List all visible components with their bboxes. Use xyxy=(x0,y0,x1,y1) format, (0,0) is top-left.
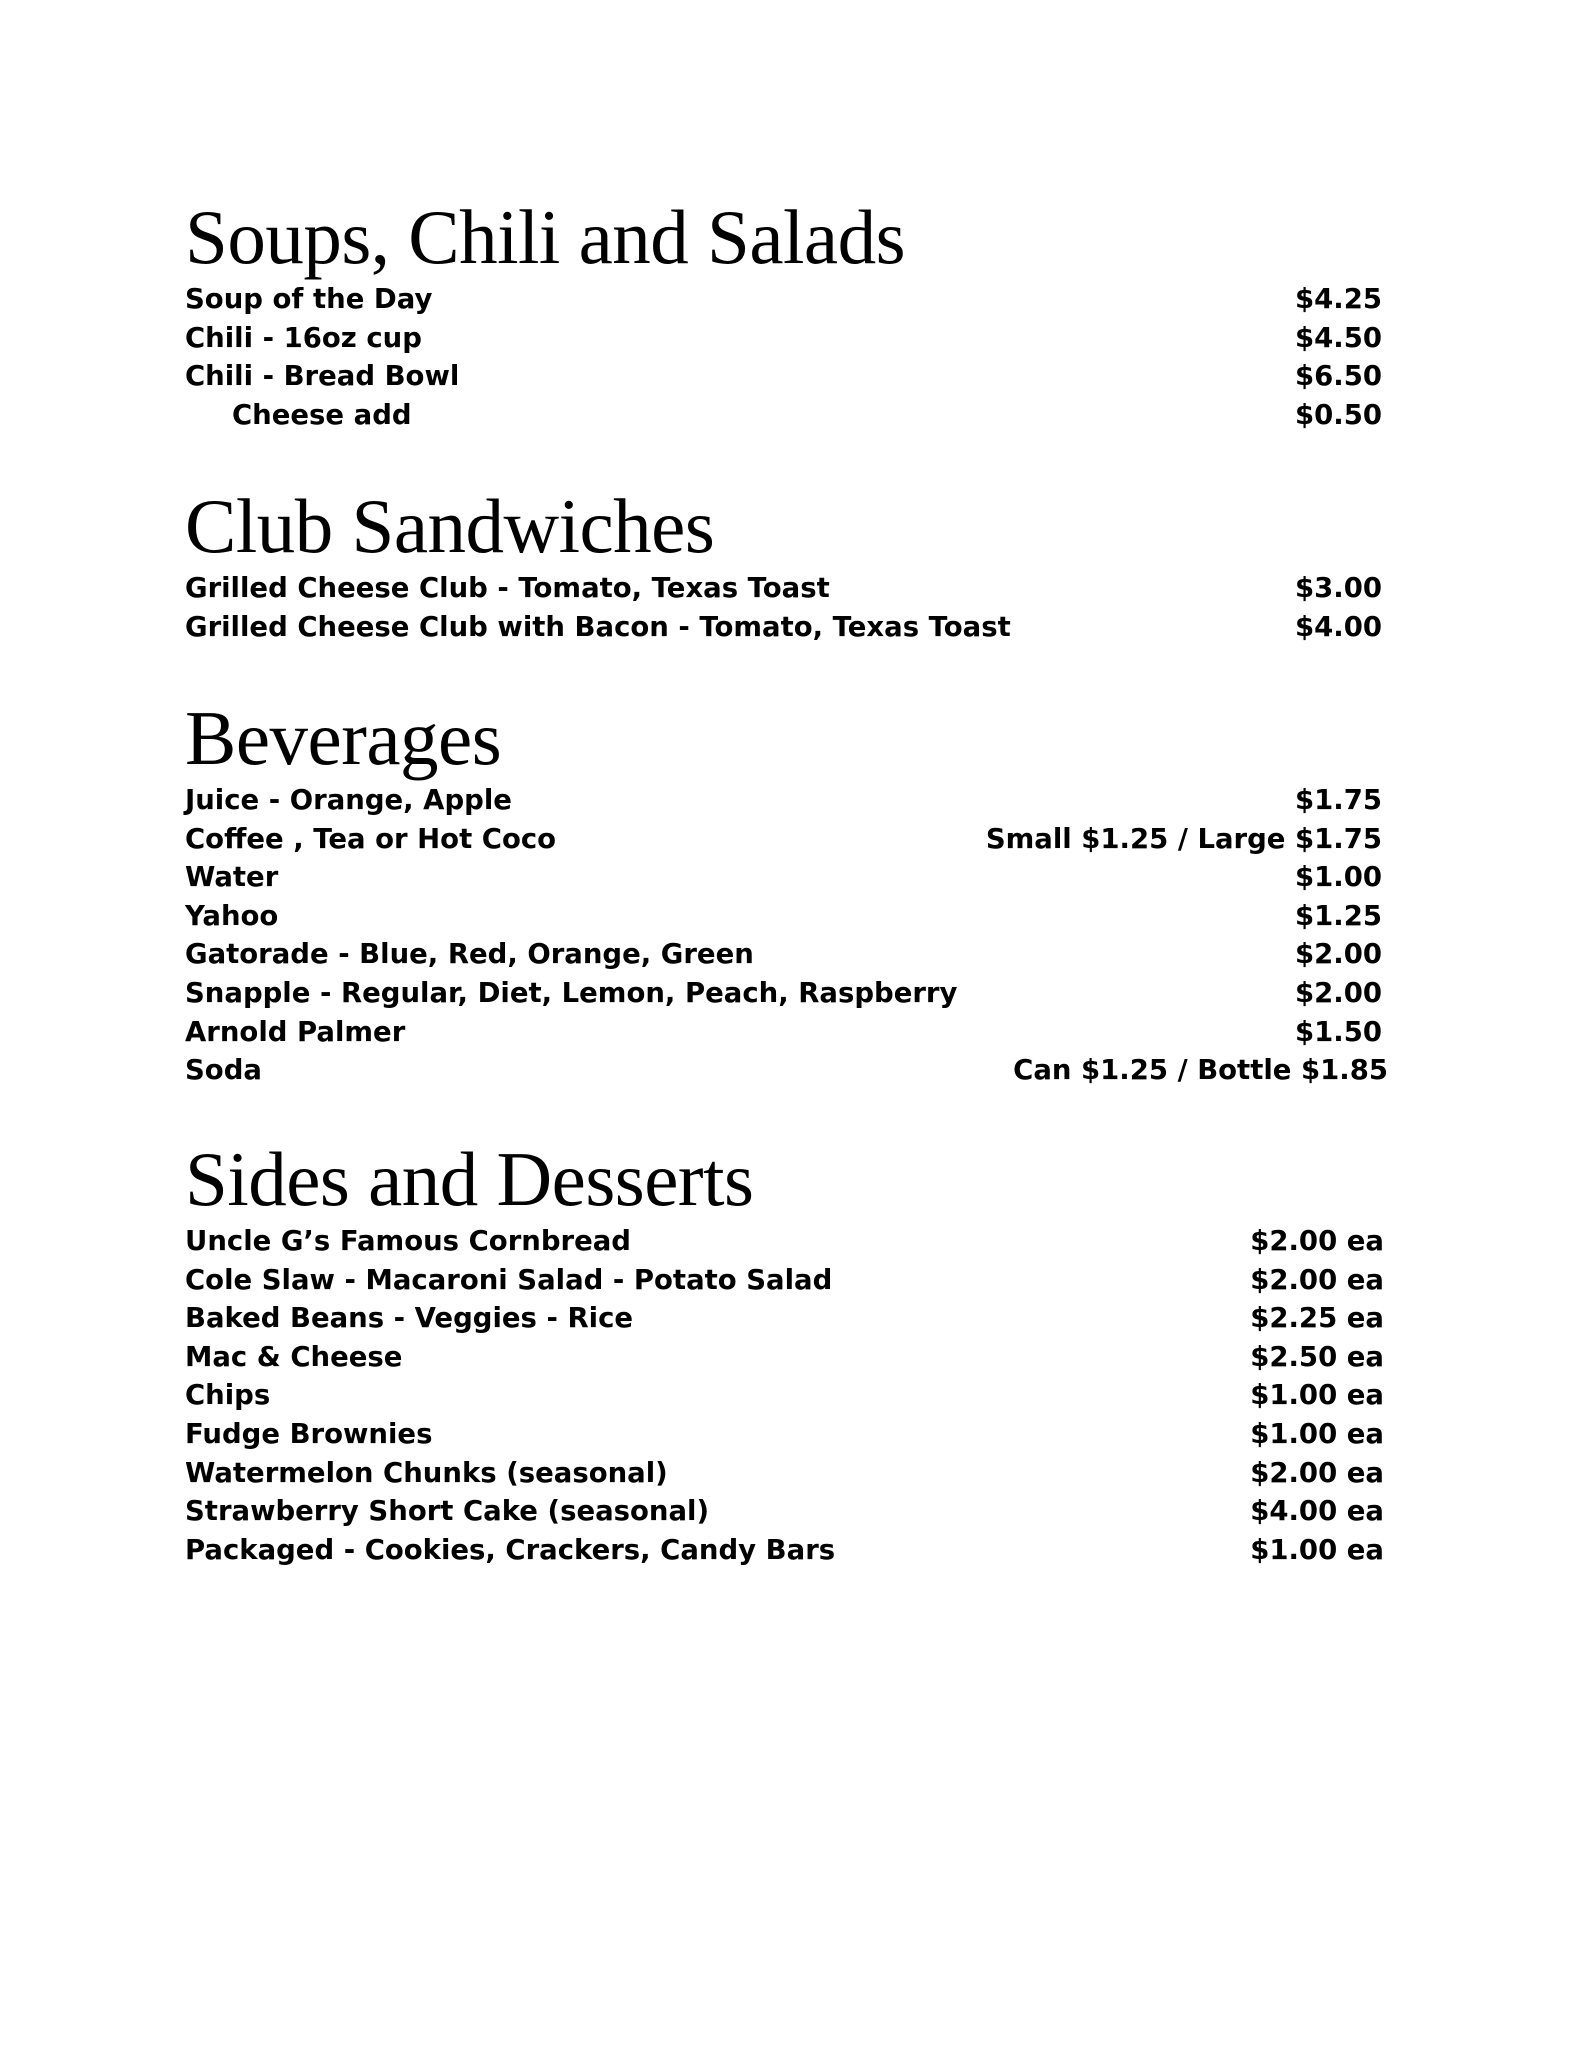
item-name: Coffee , Tea or Hot Coco xyxy=(185,822,557,855)
item-price: $2.25 ea xyxy=(1250,1302,1384,1335)
menu-item xyxy=(185,319,1382,358)
menu-item xyxy=(185,1222,1384,1261)
item-name: Uncle G’s Famous Cornbread xyxy=(185,1225,631,1257)
menu-item xyxy=(185,974,1382,1013)
item-name: Cheese add xyxy=(232,398,412,431)
section-title: Soups, Chili and Salads xyxy=(185,194,906,280)
item-price: $4.00 ea xyxy=(1250,1495,1384,1528)
section-soups-chili-salads xyxy=(185,194,1382,434)
item-name: Chili - 16oz cup xyxy=(185,321,422,354)
item-name: Soda xyxy=(185,1054,262,1087)
item-name: Cole Slaw - Macaroni Salad - Potato Salad xyxy=(185,1263,833,1296)
menu-item xyxy=(185,1299,1384,1338)
item-price: $2.00 ea xyxy=(1250,1456,1384,1489)
menu-item-addon xyxy=(185,396,1382,435)
section-sides-desserts xyxy=(185,1136,1384,1569)
item-price: $4.25 xyxy=(1295,283,1382,315)
item-price: $1.25 xyxy=(1295,899,1382,932)
menu-item xyxy=(185,1338,1384,1377)
menu-item xyxy=(185,1492,1384,1531)
menu-item xyxy=(185,357,1382,396)
item-name: Juice - Orange, Apple xyxy=(185,784,512,816)
item-name: Mac & Cheese xyxy=(185,1340,403,1373)
item-price: $1.50 xyxy=(1295,1015,1382,1048)
menu-item xyxy=(185,280,1382,319)
menu-item xyxy=(185,1051,1388,1090)
item-name: Fudge Brownies xyxy=(185,1417,433,1450)
item-name: Yahoo xyxy=(185,899,279,932)
item-name: Baked Beans - Veggies - Rice xyxy=(185,1302,634,1335)
item-price: $1.00 ea xyxy=(1250,1379,1384,1412)
item-price: Can $1.25 / Bottle $1.85 xyxy=(1013,1054,1388,1087)
menu-item xyxy=(185,1261,1384,1300)
item-name: Packaged - Cookies, Crackers, Candy Bars xyxy=(185,1533,836,1566)
item-price: $2.50 ea xyxy=(1250,1340,1384,1373)
item-name: Arnold Palmer xyxy=(185,1015,406,1048)
menu-item xyxy=(185,781,1382,820)
item-name: Snapple - Regular, Diet, Lemon, Peach, Raspberry xyxy=(185,976,958,1009)
menu-item xyxy=(185,820,1382,859)
section-title: Club Sandwiches xyxy=(185,483,715,569)
item-name: Water xyxy=(185,861,279,894)
item-price: $6.50 xyxy=(1295,360,1382,393)
item-price: Small $1.25 / Large $1.75 xyxy=(985,822,1382,855)
menu-item-list xyxy=(185,280,1382,434)
item-name: Gatorade - Blue, Red, Orange, Green xyxy=(185,938,754,971)
menu-item-list xyxy=(185,569,1382,646)
menu-item xyxy=(185,897,1382,936)
menu-item xyxy=(185,1013,1382,1052)
item-price: $2.00 ea xyxy=(1250,1263,1384,1296)
item-price: $2.00 xyxy=(1295,976,1382,1009)
section-club-sandwiches xyxy=(185,483,1382,646)
item-name: Chips xyxy=(185,1379,271,1412)
menu-item-list xyxy=(185,1222,1384,1569)
item-price: $1.00 ea xyxy=(1250,1533,1384,1566)
item-price: $4.00 xyxy=(1295,610,1382,643)
section-title: Beverages xyxy=(185,695,502,781)
menu-item xyxy=(185,1454,1384,1493)
item-name: Chili - Bread Bowl xyxy=(185,360,460,393)
item-price: $1.00 ea xyxy=(1250,1417,1384,1450)
item-price: $4.50 xyxy=(1295,321,1382,354)
section-beverages xyxy=(185,695,1388,1090)
menu-item xyxy=(185,1376,1384,1415)
menu-item xyxy=(185,1415,1384,1454)
menu-item xyxy=(185,569,1382,608)
section-title: Sides and Desserts xyxy=(185,1136,754,1222)
menu-item xyxy=(185,858,1382,897)
item-price: $3.00 xyxy=(1295,572,1382,604)
item-name: Watermelon Chunks (seasonal) xyxy=(185,1456,668,1489)
item-price: $2.00 ea xyxy=(1250,1225,1384,1257)
item-name: Grilled Cheese Club - Tomato, Texas Toast xyxy=(185,572,830,604)
menu-item xyxy=(185,935,1382,974)
item-price: $1.75 xyxy=(1295,784,1382,816)
item-name: Grilled Cheese Club with Bacon - Tomato, Texas Toast xyxy=(185,610,1011,643)
item-name: Soup of the Day xyxy=(185,283,433,315)
menu-item xyxy=(185,608,1382,647)
menu-item xyxy=(185,1531,1384,1570)
menu-item-list xyxy=(185,781,1388,1090)
item-name: Strawberry Short Cake (seasonal) xyxy=(185,1495,710,1528)
item-price: $0.50 xyxy=(1295,398,1382,431)
item-price: $2.00 xyxy=(1295,938,1382,971)
item-price: $1.00 xyxy=(1295,861,1382,894)
